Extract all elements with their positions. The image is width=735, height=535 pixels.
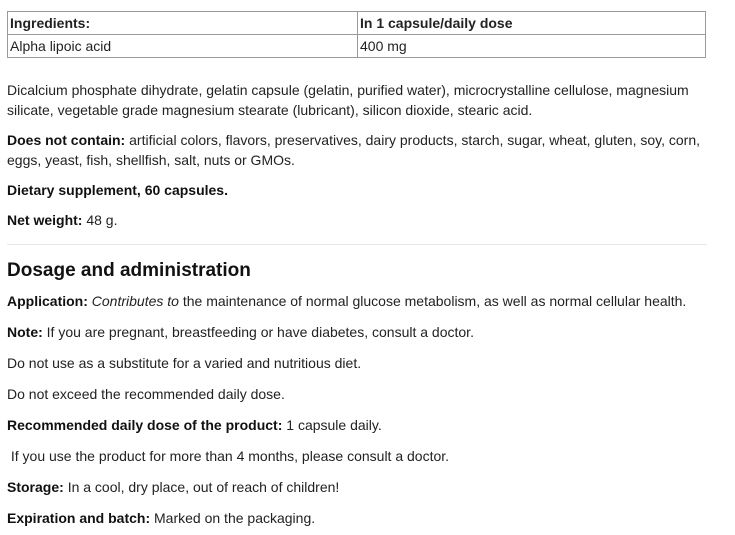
expiration-line [7, 508, 707, 528]
expiration-text: Marked on the packaging. [154, 510, 316, 526]
net-weight-label: Net weight: [7, 212, 83, 228]
section-title: Dosage and administration [7, 260, 251, 281]
product-type-text: Dietary supplement, 60 capsules. [7, 182, 228, 198]
application-label: Application: [7, 293, 88, 309]
section-divider [7, 244, 707, 245]
does-not-contain-text: artificial colors, flavors, preservatives, dairy products, starch, sugar, wheat, gluten, soy, corn, eggs, yeast, fish, shellfish, salt, nuts or GMOs. [7, 132, 700, 168]
ingredient-dose-cell: 400 mg [358, 35, 706, 58]
note-line [7, 322, 707, 342]
net-weight [7, 210, 707, 230]
does-not-contain [7, 130, 707, 170]
ingredients-table [7, 11, 706, 58]
table-row [8, 35, 706, 58]
dose-header-cell: In 1 capsule/daily dose [358, 12, 706, 35]
application-italic: Contributes to [91, 293, 179, 309]
recommended-dose-label: Recommended daily dose of the product: [7, 417, 283, 433]
ingredients-header-cell: Ingredients: [8, 12, 358, 35]
ingredients-table-header [8, 12, 706, 35]
substitute-warning: Do not use as a substitute for a varied and nutritious diet. [7, 355, 362, 371]
storage-text: In a cool, dry place, out of reach of children! [67, 479, 340, 495]
recommended-dose-text: 1 capsule daily. [286, 417, 382, 433]
product-type [7, 180, 707, 200]
note-text: If you are pregnant, breastfeeding or have diabetes, consult a doctor. [46, 324, 474, 340]
storage-line [7, 477, 707, 497]
note-label: Note: [7, 324, 43, 340]
net-weight-value: 48 g. [86, 212, 118, 228]
storage-label: Storage: [7, 479, 64, 495]
ingredient-name-cell: Alpha lipoic acid [8, 35, 358, 58]
dose-warning: Do not exceed the recommended daily dose. [7, 386, 285, 402]
application-line [7, 291, 707, 311]
does-not-contain-label: Does not contain: [7, 132, 126, 148]
recommended-dose-line [7, 415, 707, 435]
composition-text: Dicalcium phosphate dihydrate, gelatin capsule (gelatin, purified water), microcrystalline cellulose, magnesium silicate, vegetable grade magnesium stearate (lubricant), silicon dioxide, stearic acid. [7, 82, 689, 118]
product-details [7, 11, 707, 528]
long-term-note: If you use the product for more than 4 months, please consult a doctor. [7, 448, 450, 464]
expiration-label: Expiration and batch: [7, 510, 151, 526]
application-text: the maintenance of normal glucose metabolism, as well as normal cellular health. [178, 293, 687, 309]
